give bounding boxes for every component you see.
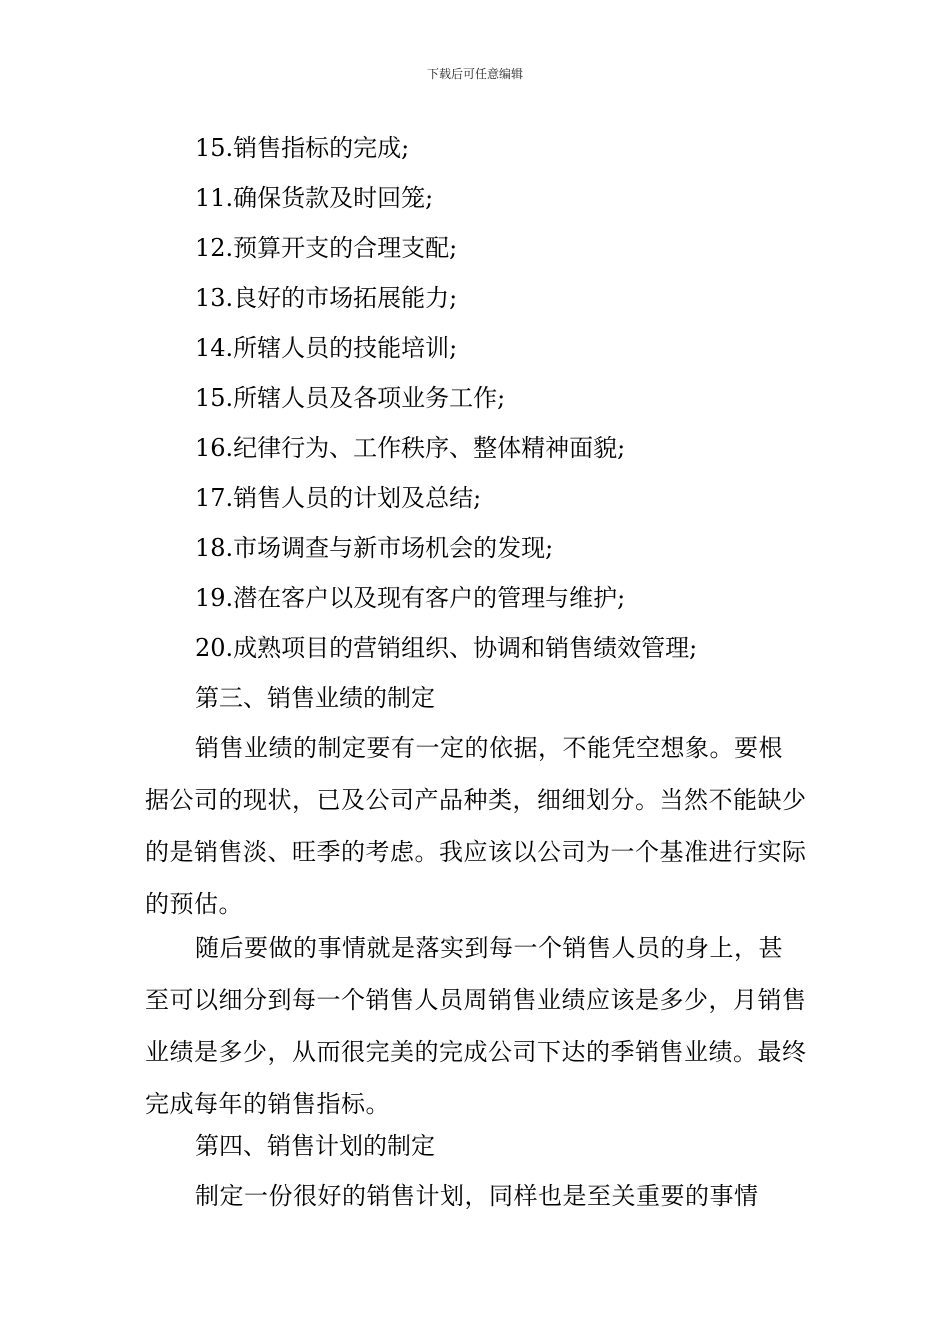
list-item: 11.确保货款及时回笼; — [195, 184, 434, 212]
list-item: 15.所辖人员及各项业务工作; — [195, 384, 506, 412]
list-item: 17.销售人员的计划及总结; — [195, 484, 482, 512]
list-item: 14.所辖人员的技能培训; — [195, 334, 458, 362]
section-3-paragraph-1: 销售业绩的制定要有一定的依据，不能凭空想象。要根据公司的现状，已及公司产品种类，细细划分。当然不能缺少的是销售淡、旺季的考虑。我应该以公司为一个基准进行实际的预估。 — [145, 734, 807, 918]
list-item: 16.纪律行为、工作秩序、整体精神面貌; — [195, 434, 626, 462]
list-item: 13.良好的市场拓展能力; — [195, 284, 458, 312]
header-note: 下载后可任意编辑 — [426, 67, 523, 81]
list-item: 12.预算开支的合理支配; — [195, 234, 458, 262]
list-item: 15.销售指标的完成; — [195, 134, 410, 162]
section-4-paragraph-1: 制定一份很好的销售计划，同样也是至关重要的事情 — [195, 1182, 759, 1210]
section-4-heading: 第四、销售计划的制定 — [195, 1132, 435, 1160]
list-item: 18.市场调查与新市场机会的发现; — [195, 534, 554, 562]
section-3-heading: 第三、销售业绩的制定 — [195, 684, 435, 712]
section-3-paragraph-2: 随后要做的事情就是落实到每一个销售人员的身上，甚至可以细分到每一个销售人员周销售业绩应该是多少，月销售业绩是多少，从而很完美的完成公司下达的季销售业绩。最终完成每年的销售指标。 — [145, 934, 807, 1118]
list-item: 19.潜在客户以及现有客户的管理与维护; — [195, 584, 626, 612]
list-item: 20.成熟项目的营销组织、协调和销售绩效管理; — [195, 634, 698, 662]
responsibility-list — [195, 132, 835, 682]
